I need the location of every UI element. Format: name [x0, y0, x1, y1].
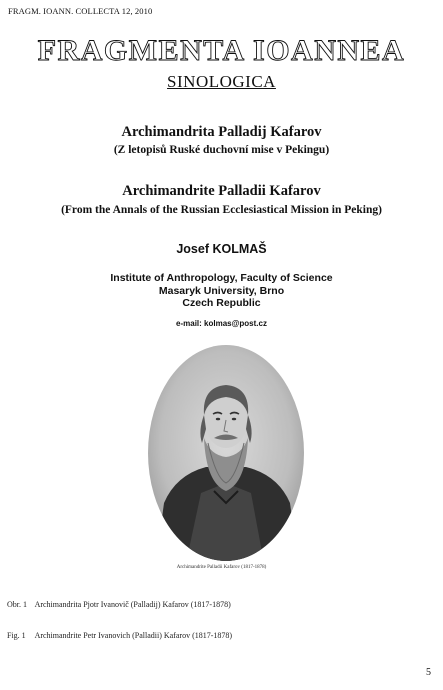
- photo-caption: Archimandrite Palladii Kafarov (1817-1878): [176, 565, 267, 570]
- author-affiliation: [0, 272, 443, 310]
- figure-caption-text: Archimandrita Pjotr Ivanovič (Palladij) Kafarov (1817-1878): [34, 600, 231, 609]
- article-title-english: Archimandrite Palladii Kafarov: [122, 183, 321, 199]
- journal-subtitle: SINOLOGICA: [167, 72, 276, 91]
- article-title-czech: Archimandrita Palladij Kafarov: [121, 124, 322, 140]
- running-head: FRAGM. IOANN. COLLECTA 12, 2010: [8, 6, 153, 16]
- affiliation-line: Czech Republic: [182, 297, 261, 309]
- article-subtitle-english: (From the Annals of the Russian Ecclesiastical Mission in Peking): [61, 204, 382, 216]
- journal-title: FRAGMENTA IOANNEA: [37, 34, 406, 67]
- page-number: 5: [426, 667, 431, 678]
- affiliation-line: Masaryk University, Brno: [158, 284, 285, 297]
- article-subtitle-czech: (Z letopisů Ruské duchovní mise v Pekingu): [113, 144, 330, 156]
- author-name: Josef KOLMAŠ: [176, 242, 267, 256]
- author-email: e-mail: kolmas@post.cz: [176, 319, 267, 328]
- figure-caption-czech: [7, 600, 231, 609]
- figure-caption-english: [7, 631, 232, 640]
- portrait-photo: [146, 343, 306, 563]
- figure-caption-text: Archimandrite Petr Ivanovich (Palladii) Kafarov (1817-1878): [34, 631, 233, 640]
- figure-label: Obr. 1: [7, 600, 27, 609]
- portrait-illustration: [146, 343, 306, 563]
- figure-label: Fig. 1: [7, 631, 26, 640]
- affiliation-line: Institute of Anthropology, Faculty of Science: [110, 272, 333, 284]
